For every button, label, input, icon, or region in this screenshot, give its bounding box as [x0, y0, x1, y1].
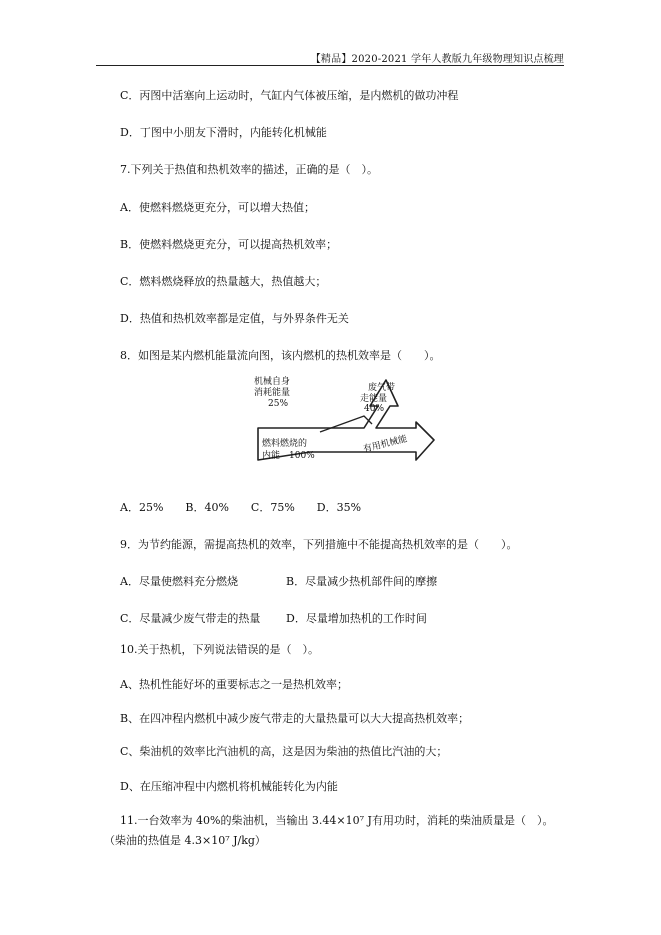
- exhaust-label-line1: 废气带: [368, 383, 396, 393]
- q6-option-c: C．丙图中活塞向上运动时，气缸内气体被压缩，是内燃机的做功冲程: [120, 89, 459, 102]
- mech-loss-label-line1: 机械自身: [254, 377, 291, 387]
- q10-option-d: D、在压缩冲程中内燃机将机械能转化为内能: [120, 780, 338, 793]
- q10-option-b: B、在四冲程内燃机中减少废气带走的大量热量可以大大提高热机效率；: [120, 712, 470, 725]
- q8-options: A．25% B．40% C．75% D．35%: [120, 501, 362, 514]
- q7-option-b: B．使燃料燃烧更充分，可以提高热机效率；: [120, 238, 338, 251]
- q9-stem: 9．为节约能源，需提高热机的效率，下列措施中不能提高热机效率的是（ ）。: [120, 538, 518, 551]
- q9-option-a: A．尽量使燃料充分燃烧: [120, 575, 238, 588]
- q6-option-d: D．丁图中小朋友下滑时，内能转化机械能: [120, 126, 327, 139]
- mech-loss-percent: 25%: [268, 399, 289, 409]
- q7-stem: 7.下列关于热值和热机效率的描述，正确的是（ ）。: [120, 163, 378, 176]
- q9-option-b: B．尽量减少热机部件间的摩擦: [286, 575, 438, 588]
- exhaust-label-line2: 走能量: [360, 394, 388, 404]
- useful-energy-label: 有用机械能: [362, 434, 409, 455]
- q11-stem: 11.一台效率为 40%的柴油机，当输出 3.44×10⁷ J有用功时，消耗的柴油质量是（ ）。: [120, 814, 554, 827]
- q9-option-d: D．尽量增加热机的工作时间: [286, 612, 427, 625]
- q7-option-a: A．使燃料燃烧更充分，可以增大热值；: [120, 201, 315, 214]
- q9-option-c: C．尽量减少废气带走的热量: [120, 612, 261, 625]
- q10-option-a: A、热机性能好坏的重要标志之一是热机效率；: [120, 678, 348, 691]
- q7-option-c: C．燃料燃烧释放的热量越大，热值越大；: [120, 275, 327, 288]
- q10-option-c: C、柴油机的效率比汽油机的高，这是因为柴油的热值比汽油的大；: [120, 745, 448, 758]
- page-header: 【精品】2020-2021 学年人教版九年级物理知识点梳理: [310, 54, 564, 65]
- header-divider: [96, 65, 564, 66]
- q7-option-d: D．热值和热机效率都是定值，与外界条件无关: [120, 312, 349, 325]
- input-label-line2: 内能 100%: [262, 451, 315, 461]
- mech-loss-label-line2: 消耗能量: [254, 388, 291, 398]
- exhaust-percent: 40%: [364, 404, 385, 414]
- energy-flow-diagram: [246, 376, 436, 478]
- input-label-line1: 燃料燃烧的: [262, 439, 308, 449]
- q8-stem: 8．如图是某内燃机能量流向图，该内燃机的热机效率是（ ）。: [120, 349, 441, 362]
- q10-stem: 10.关于热机，下列说法错误的是（ ）。: [120, 643, 319, 656]
- q11-note: （柴油的热值是 4.3×10⁷ J/kg）: [104, 834, 266, 847]
